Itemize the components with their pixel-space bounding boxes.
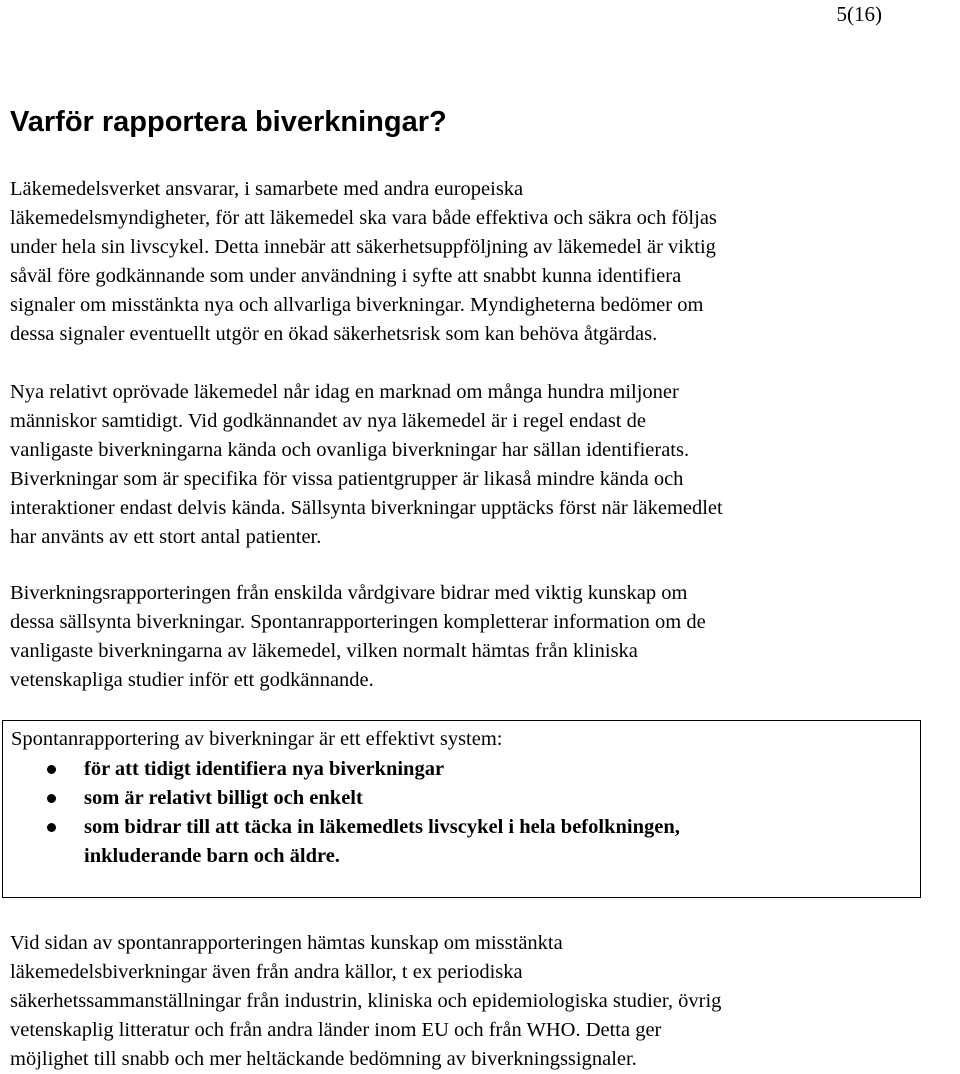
paragraph-line: dessa signaler eventuellt utgör en ökad säkerhetsrisk som kan behöva åtgärdas. xyxy=(10,322,658,345)
bullet-dot-icon xyxy=(47,765,56,774)
paragraph-line: Vid sidan av spontanrapporteringen hämtas kunskap om misstänkta xyxy=(10,932,563,954)
paragraph-line: såväl före godkännande som under användning i syfte att snabbt kunna identifiera xyxy=(10,264,682,287)
paragraph-line: signaler om misstänkta nya och allvarliga biverkningar. Myndigheterna bedömer om xyxy=(10,293,704,316)
bullet-text: för att tidigt identifiera nya biverkningar xyxy=(84,758,445,780)
paragraph-line: under hela sin livscykel. Detta innebär att säkerhetsuppföljning av läkemedel är viktig xyxy=(10,235,716,258)
paragraph-line: vetenskaplig litteratur och från andra länder inom EU och från WHO. Detta ger xyxy=(10,1018,662,1041)
paragraph-line: vetenskapliga studier inför ett godkännande. xyxy=(10,668,374,691)
paragraph-line: Läkemedelsverket ansvarar, i samarbete med andra europeiska xyxy=(10,178,524,200)
paragraph-line: läkemedelsbiverkningar även från andra källor, t ex periodiska xyxy=(10,960,523,983)
bullet-dot-icon xyxy=(47,794,56,803)
paragraph-3 xyxy=(10,579,706,695)
paragraph-line: säkerhetssammanställningar från industrin, kliniska och epidemiologiska studier, övrig xyxy=(10,989,722,1012)
paragraph-line: har använts av ett stort antal patienter. xyxy=(10,525,322,548)
bullet-item xyxy=(3,784,680,813)
paragraph-line: Biverkningsrapporteringen från enskilda vårdgivare bidrar med viktig kunskap om xyxy=(10,582,688,604)
bullet-text: inkluderande barn och äldre. xyxy=(84,845,340,867)
bullet-list xyxy=(3,755,680,871)
paragraph-line: läkemedelsmyndigheter, för att läkemedel ska vara både effektiva och säkra och följas xyxy=(10,206,717,229)
bullet-item xyxy=(3,755,680,784)
paragraph-line: vanligaste biverkningarna kända och ovanliga biverkningar har sällan identifierats. xyxy=(10,438,690,461)
page-heading: Varför rapportera biverkningar? xyxy=(10,106,447,138)
closing-paragraph xyxy=(10,929,721,1074)
page-number: 5(16) xyxy=(836,2,882,26)
bullet-item xyxy=(3,813,680,871)
box-lead-text: Spontanrapportering av biverkningar är ett effektivt system: xyxy=(11,728,503,750)
paragraph-2 xyxy=(10,378,723,551)
paragraph-line: Biverkningar som är specifika för vissa patientgrupper är likaså mindre kända och xyxy=(10,467,684,490)
bullet-text: som är relativt billigt och enkelt xyxy=(84,787,363,809)
bullet-text: som bidrar till att täcka in läkemedlets livscykel i hela befolkningen, xyxy=(84,816,680,838)
paragraph-line: vanligaste biverkningarna av läkemedel, vilken normalt hämtas från kliniska xyxy=(10,639,638,662)
bullet-dot-icon xyxy=(47,823,56,832)
paragraph-1 xyxy=(10,175,717,348)
paragraph-line: människor samtidigt. Vid godkännandet av nya läkemedel är i regel endast de xyxy=(10,409,646,432)
paragraph-line: dessa sällsynta biverkningar. Spontanrapporteringen kompletterar information om de xyxy=(10,610,706,633)
paragraph-line: Nya relativt oprövade läkemedel når idag en marknad om många hundra miljoner xyxy=(10,381,679,403)
paragraph-line: interaktioner endast delvis kända. Sällsynta biverkningar upptäcks först när läkemedlet xyxy=(10,496,723,519)
paragraph-line: möjlighet till snabb och mer heltäckande bedömning av biverkningssignaler. xyxy=(10,1047,637,1070)
highlight-box xyxy=(2,720,921,898)
